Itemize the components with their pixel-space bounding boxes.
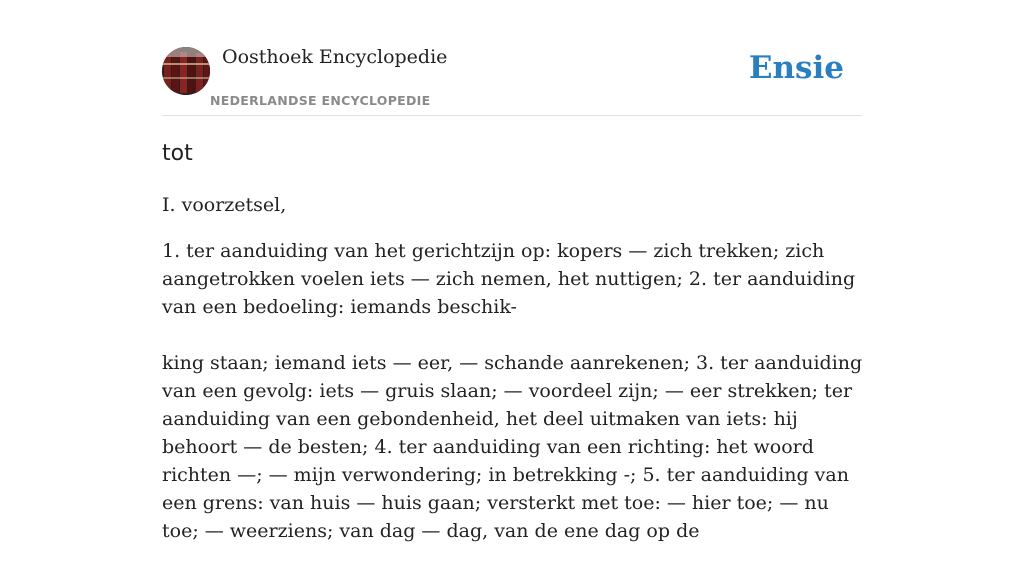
site-header xyxy=(162,40,862,116)
site-title-link[interactable]: Oosthoek Encyclopedie xyxy=(222,46,448,68)
article-content xyxy=(162,139,864,563)
avatar-image xyxy=(162,47,210,95)
encyclopedia-books-icon[interactable] xyxy=(162,47,210,95)
article-paragraph: I. voorzetsel, xyxy=(162,194,287,216)
ensie-logo-link[interactable]: Ensie xyxy=(748,50,844,86)
page-title: tot xyxy=(162,141,193,166)
article-paragraph: 1. ter aanduiding van het gerichtzijn op: kopers — zich trekken; zich aangetrokken voelen iets — zich nemen, het nuttigen; 2. ter aanduiding van een bedoeling: iemands beschik- xyxy=(162,240,856,318)
article-paragraph: king staan; iemand iets — eer, — schande aanrekenen; 3. ter aanduiding van een gevolg: iets — gruis slaan; — voordeel zijn; — eer strekken; ter aanduiding van een gebondenheid, het deel uitmaken van iets: hij behoort — de besten; 4. ter aanduiding van een richting: het woord richten —; — mijn verwondering; in betrekking -; 5. ter aanduiding van een grens: van huis — huis gaan; versterkt met toe: — hier toe; — nu toe; — weerziens; van dag — dag, van de ene dag op de xyxy=(162,352,863,542)
site-subtitle: NEDERLANDSE ENCYCLOPEDIE xyxy=(210,93,431,108)
